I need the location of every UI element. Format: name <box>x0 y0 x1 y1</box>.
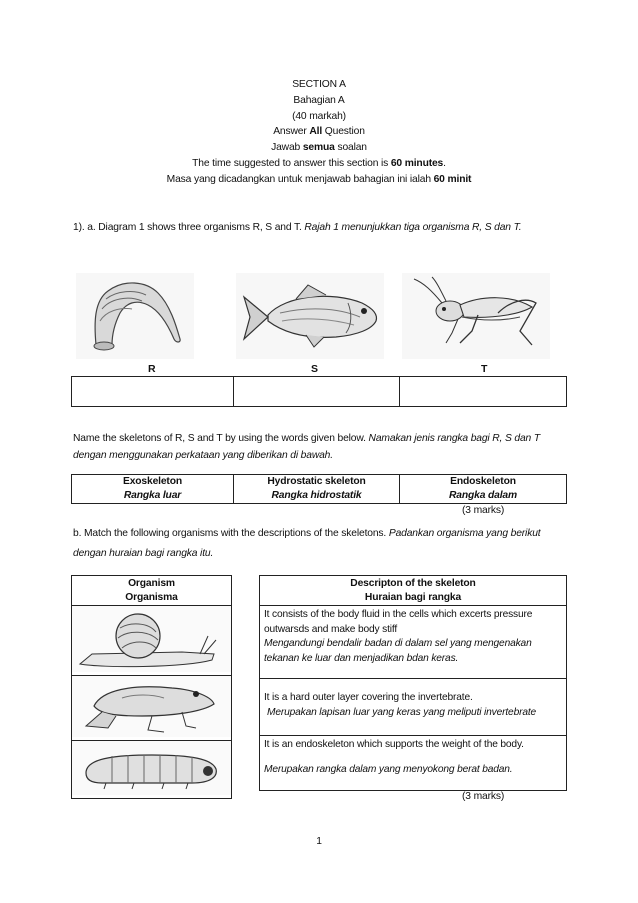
description-cell-2 <box>260 679 567 736</box>
word-exoskeleton <box>72 475 234 504</box>
organism-r-label: R <box>148 363 156 375</box>
word-ms: Rangka hidrostatik <box>271 489 362 501</box>
word-en: Hydrostatic skeleton <box>267 476 366 487</box>
organism-cell-frog <box>72 676 232 741</box>
word-bank-table <box>71 474 567 504</box>
description-ms: Merupakan lapisan luar yang keras yang meliputi invertebrate <box>267 706 537 718</box>
question-1-intro: 1). a. Diagram 1 shows three organisms R, S and T. Rajah 1 menunjukkan tiga organisma R, S dan T. <box>73 222 522 233</box>
word-ms: Rangka luar <box>123 489 182 501</box>
word-endoskeleton <box>400 475 567 504</box>
organism-column-table <box>71 575 232 799</box>
description-en: It is a hard outer layer covering the invertebrate. <box>264 692 473 703</box>
description-en: It consists of the body fluid in the cells which excerts pressure outwarsds and make body stiff <box>264 609 533 635</box>
col1-en: Organism <box>128 578 175 589</box>
frog-image <box>72 676 231 737</box>
col2-ms: Huraian bagi rangka <box>364 592 462 603</box>
organism-cell-caterpillar <box>72 741 232 799</box>
time-instruction-malay: Masa yang dicadangkan untuk menjawab bahagian ini ialah 60 minit <box>166 173 472 185</box>
word-hydrostatic <box>234 475 400 504</box>
section-title-malay: Bahagian A <box>293 94 345 106</box>
organism-column-header <box>72 576 232 606</box>
description-cell-3 <box>260 736 567 791</box>
caterpillar-image <box>72 741 231 795</box>
section-marks: (40 markah) <box>292 110 346 122</box>
answer-box-s[interactable] <box>234 377 400 407</box>
time-instruction: The time suggested to answer this section is 60 minutes. <box>192 157 446 169</box>
description-column-table <box>259 575 567 791</box>
answer-box-r[interactable] <box>72 377 234 407</box>
organism-t-label: T <box>481 363 488 375</box>
question-1b-marks: (3 marks) <box>462 791 505 802</box>
organism-s-image <box>236 273 384 359</box>
answer-instruction: Answer All Question <box>273 126 365 138</box>
col1-ms: Organisma <box>125 592 178 603</box>
word-en: Endoskeleton <box>450 476 516 487</box>
question-1b-instruction: b. Match the following organisms with the descriptions of the skeletons. Padankan organisma yang berikut dengan huraian bagi rangka itu. <box>73 528 541 559</box>
question-1a-instruction: Name the skeletons of R, S and T by using the words given below. Namakan jenis rangka bagi R, S dan T dengan menggunakan perkataan yang diberikan di bawah. <box>73 433 540 461</box>
word-en: Exoskeleton <box>122 476 182 487</box>
page-number: 1 <box>316 836 322 847</box>
description-cell-1 <box>260 606 567 679</box>
section-header <box>0 77 638 188</box>
answer-box-t[interactable] <box>400 377 567 407</box>
question-1a-marks: (3 marks) <box>462 505 505 516</box>
snail-image <box>72 606 231 672</box>
answer-table <box>71 376 567 407</box>
col2-en: Descripton of the skeleton <box>350 578 476 589</box>
description-ms: Mengandungi bendalir badan di dalam sel yang mengenakan tekanan ke luar dan menjadikan bdan keras. <box>264 638 532 664</box>
section-title: SECTION A <box>292 79 346 90</box>
description-ms: Merupakan rangka dalam yang menyokong berat badan. <box>264 763 513 775</box>
organism-cell-snail <box>72 606 232 676</box>
description-column-header <box>260 576 567 606</box>
word-ms: Rangka dalam <box>448 489 518 501</box>
description-en: It is an endoskeleton which supports the weight of the body. <box>264 739 524 750</box>
answer-instruction-malay: Jawab semua soalan <box>271 142 367 154</box>
organism-t-image <box>402 273 550 359</box>
organism-r-image <box>76 273 194 359</box>
organism-s-label: S <box>311 363 318 375</box>
